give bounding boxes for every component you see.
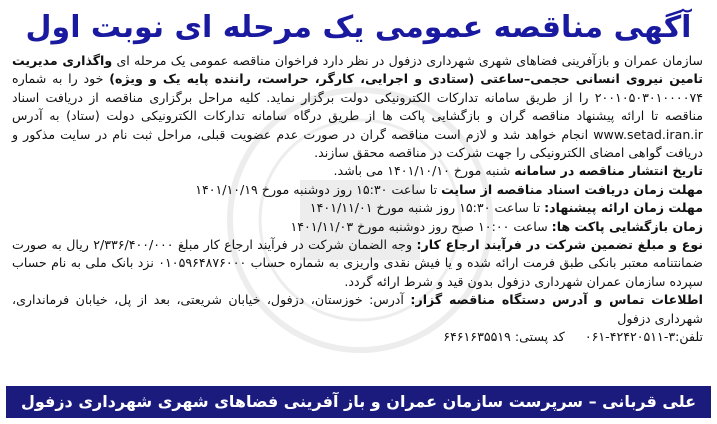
date-publish-label: تاریخ انتشار مناقصه در سامانه: [514, 163, 703, 179]
guarantee-paragraph: [12, 236, 703, 291]
contact-label: اطلاعات تماس و آدرس دستگاه مناقصه گزار:: [410, 292, 703, 308]
intro-part-3: انجام خواهد شد و لازم است مناقصه گران در صورت عدم عضویت قبلی، مراحل ثبت نام در سایت مذکور و دریافت گواهی امضای الکترونیکی را جهت شرکت در مناقصه محقق سازند.: [12, 126, 703, 161]
intro-part-1: سازمان عمران و بازآفرینی فضاهای شهری شهرداری دزفول در نظر دارد فراخوان مناقصه عمومی یک مرحله ای: [116, 53, 703, 68]
date-docs-label: مهلت زمان دریافت اسناد مناقصه از سایت: [441, 181, 703, 197]
contact-line: [12, 328, 703, 346]
date-opening-value: ساعت ۱۰:۰۰ صبح روز دوشنبه مورخ ۱۴۰۱/۱۱/۰۳: [290, 218, 548, 234]
date-publish-value: شنبه مورخ ۱۴۰۱/۱۰/۱۰ می باشد.: [333, 163, 511, 179]
date-publish: [12, 162, 703, 180]
guarantee-text: وجه الضمان شرکت در فرآیند ارجاع کار مبلغ ۲/۳۳۶/۴۰۰/۰۰۰ ریال به صورت ضمانتنامه معتبر بانکی طبق فرمت ارائه شده و یا فیش نقدی واریزی به شماره حساب ۰۱۰۵۹۶۴۸۷۶۰۰۰ نزد بانک ملی به نام حساب سپرده سازمان عمران شهرداری دزفول بدون قید و شرط ارائه گردد.: [12, 237, 703, 289]
setad-website-link[interactable]: www.setad.iran.ir: [593, 126, 703, 142]
contact-address: آدرس: خوزستان، دزفول، خیابان شریعتی، بعد از پل، خیابان فرمانداری، شهرداری دزفول: [12, 292, 703, 326]
notice-body: [12, 52, 703, 347]
tender-subject: واگذاری مدیریت تامین نیروی انسانی حجمی–ساعتی (ستادی و اجرایی، کارگر، حراست، راننده پایه یک و ویژه): [12, 53, 703, 87]
contact-paragraph: [12, 291, 703, 346]
intro-paragraph: [12, 52, 703, 162]
date-opening: [12, 218, 703, 236]
contact-postal-code: کد پستی: ۶۴۶۱۶۳۵۵۱۹: [443, 329, 565, 345]
footer-signature-bar: علی قربانی – سرپرست سازمان عمران و باز آفرینی فضاهای شهری شهرداری دزفول: [6, 386, 711, 418]
date-offer-value: تا ساعت ۱۵:۳۰ روز شنبه مورخ ۱۴۰۱/۱۱/۰۱: [309, 200, 541, 216]
guarantee-label: نوع و مبلغ تضمین شرکت در فرآیند ارجاع کار:: [416, 237, 703, 253]
date-offer-deadline: [12, 199, 703, 217]
date-docs-deadline: [12, 181, 703, 199]
date-offer-label: مهلت زمان ارائه پیشنهاد:: [544, 200, 703, 216]
date-docs-value: تا ساعت ۱۵:۳۰ روز دوشنبه مورخ ۱۴۰۱/۱۰/۱۹: [195, 181, 438, 197]
intro-part-2: خود را به شماره ۲۰۰۱۰۵۰۳۰۱۰۰۰۰۷۴ را از طریق سامانه تدارکات الکترونیکی دولت برگزار نماید. کلیه مراحل برگزاری مناقصه از دریافت اسناد مناقصه تا ارائه پیشنهاد مناقصه گران و بازگشایی پاکت ها از طریق درگاه سامانه تدارکات الکترونیکی دولت (ستاد) به آدرس: [12, 71, 703, 124]
notice-title: آگهی مناقصه عمومی یک مرحله ای نوبت اول: [25, 10, 692, 45]
date-opening-label: زمان بازگشایی پاکت ها:: [551, 218, 703, 234]
contact-phone: تلفن:۳-۴۲۴۲۰۵۱۱-۰۶۱: [584, 329, 703, 345]
